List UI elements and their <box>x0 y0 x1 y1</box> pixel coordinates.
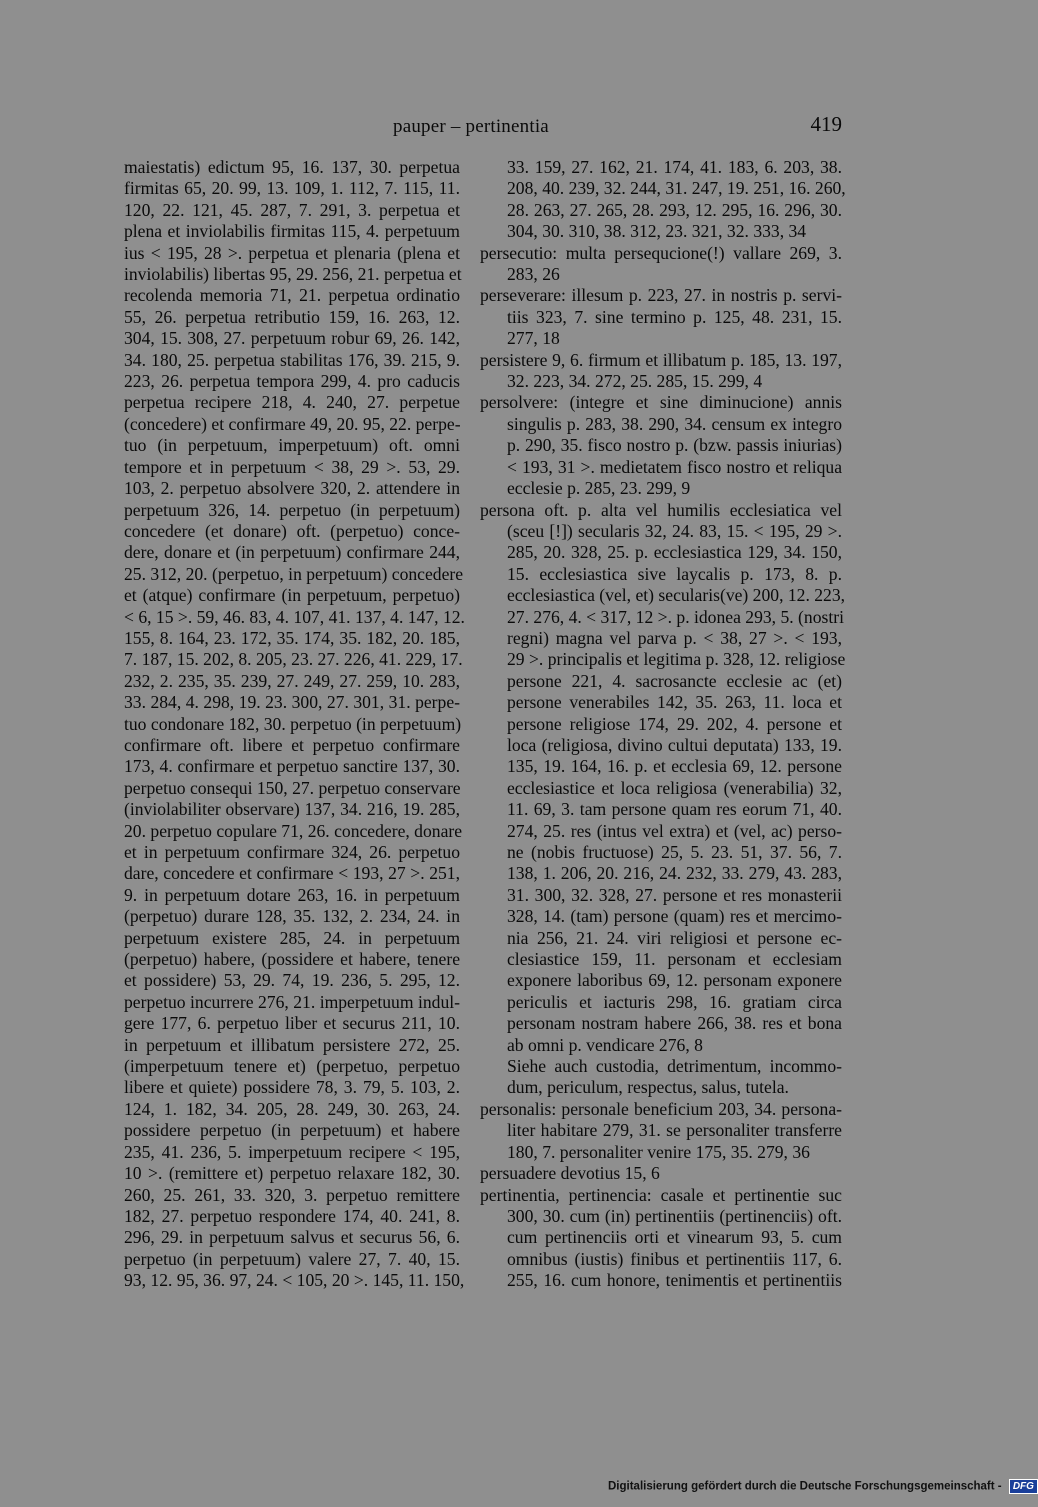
index-line: ecclesiastice et loca religiosa (venerabilia) 32, <box>507 777 842 798</box>
index-line: et (atque) confirmare (in perpetuum, perpetuo) <box>124 585 460 606</box>
index-line: clesiastice 159, 11. personam et ecclesiam <box>507 949 842 970</box>
index-line: 124, 1. 182, 34. 205, 28. 249, 30. 263, 24. <box>124 1098 460 1119</box>
index-line: (concedere) et confirmare 49, 20. 95, 22. perpe- <box>124 413 461 434</box>
index-line: 135, 19. 164, 16. p. et ecclesia 69, 12. persone <box>507 756 842 777</box>
index-line: 300, 30. cum (in) pertinentiis (pertinenciis) oft. <box>507 1205 842 1226</box>
index-line: 25. 312, 20. (perpetuo, in perpetuum) concedere <box>124 563 464 584</box>
index-line: 255, 16. cum honore, tenimentis et pertinentiis <box>507 1270 842 1291</box>
index-line: ecclesiastica (vel, et) secularis(ve) 200, 12. 223, <box>507 585 846 606</box>
footer-credit-text: Digitalisierung gefördert durch die Deutsche Forschungsgemeinschaft - <box>608 1480 1002 1493</box>
index-line: persecutio: multa persequcione(!) vallare 269, 3. <box>480 242 842 263</box>
index-line: 103, 2. perpetuo absolvere 320, 2. attendere in <box>124 478 460 499</box>
index-line: persona oft. p. alta vel humilis ecclesiatica vel <box>480 499 842 520</box>
index-line: tuo condonare 182, 30. perpetuo (in perpetuum) <box>124 713 462 734</box>
index-line: 180, 7. personaliter venire 175, 35. 279, 36 <box>507 1141 810 1162</box>
index-line: ecclesie p. 285, 23. 299, 9 <box>507 478 691 499</box>
index-line: 7. 187, 15. 202, 8. 205, 23. 27. 226, 41. 229, 17. <box>124 649 463 670</box>
index-line: 34. 180, 25. perpetua stabilitas 176, 39. 215, 9. <box>124 349 460 370</box>
index-line: persone 221, 4. sacrosancte ecclesie ac (et) <box>507 670 842 691</box>
index-line: omnibus (iustis) finibus et pertinentiis 117, 6. <box>507 1248 842 1269</box>
index-line: 274, 25. res (intus vel extra) et (vel, ac) perso- <box>507 820 842 841</box>
index-line: perpetuo consequi 150, 27. perpetuo conservare <box>124 777 461 798</box>
index-line: 182, 27. perpetuo respondere 174, 40. 241, 8. <box>124 1205 460 1226</box>
index-line: 9. in perpetuum dotare 263, 16. in perpetuum <box>124 884 460 905</box>
index-line: 283, 26 <box>507 264 560 285</box>
index-line: < 193, 31 >. medietatem fisco nostro et reliqua <box>507 456 842 477</box>
index-line: perpetuo incurrere 276, 21. imperpetuum indul- <box>124 991 460 1012</box>
index-line: 55, 26. perpetua retributio 159, 16. 263, 12. <box>124 306 460 327</box>
index-line: et possidere) 53, 29. 74, 19. 236, 5. 295, 12. <box>124 970 460 991</box>
index-line: 33. 284, 4. 298, 19. 23. 300, 27. 301, 31. perpe- <box>124 692 460 713</box>
index-line: tempore et in perpetuum < 38, 29 >. 53, 29. <box>124 456 460 477</box>
index-line: confirmare oft. libere et perpetuo confirmare <box>124 734 460 755</box>
index-line: periculis et iacturis 298, 16. gratiam circa <box>507 991 842 1012</box>
index-line: maiestatis) edictum 95, 16. 137, 30. perpetua <box>124 157 460 177</box>
index-line: 27. 276, 4. < 317, 12 >. p. idonea 293, 5. (nostri <box>507 606 844 627</box>
index-line: 10 >. (remittere et) perpetuo relaxare 182, 30. <box>124 1163 460 1184</box>
index-line: 31. 300, 32. 328, 27. persone et res monasterii <box>507 884 842 905</box>
index-line: 304, 30. 310, 38. 312, 23. 321, 32. 333, 34 <box>507 221 807 242</box>
running-title: pauper – pertinentia <box>393 116 549 137</box>
index-line: personam nostram habere 266, 38. res et bona <box>507 1013 842 1034</box>
index-line: 173, 4. confirmare et perpetuo sanctire 137, 30. <box>124 756 460 777</box>
index-line: ab omni p. vendicare 276, 8 <box>507 1034 703 1055</box>
index-line: ne (nobis fructuose) 25, 5. 23. 51, 37. 56, 7. <box>507 842 842 862</box>
index-line: persistere 9, 6. firmum et illibatum p. 185, 13. 197, <box>480 349 842 370</box>
index-line: 20. perpetuo copulare 71, 26. concedere, donare <box>124 820 463 841</box>
index-line: 304, 15. 308, 27. perpetuum robur 69, 26. 142, <box>124 328 460 349</box>
index-line: (sceu [!]) secularis 32, 24. 83, 15. < 195, 29 >. <box>507 520 842 541</box>
index-line: pertinentia, pertinencia: casale et pertinentie suc <box>480 1184 842 1205</box>
index-line: 155, 8. 164, 23. 172, 35. 174, 35. 182, 20. 185, <box>124 627 460 648</box>
index-line: 277, 18 <box>507 328 560 349</box>
index-line: 223, 26. perpetua tempora 299, 4. pro caducis <box>124 371 460 392</box>
index-line: 28. 263, 27. 265, 28. 293, 12. 295, 16. 296, 30. <box>507 199 842 220</box>
index-line: 33. 159, 27. 162, 21. 174, 41. 183, 6. 203, 38. <box>507 157 842 177</box>
index-line: plena et inviolabilis firmitas 115, 4. perpetuum <box>124 221 460 242</box>
index-line: 328, 14. (tam) persone (quam) res et mercimo- <box>507 906 842 927</box>
index-column-left <box>124 157 465 1292</box>
index-line: perpetua recipere 218, 4. 240, 27. perpetue <box>124 392 460 413</box>
dfg-logo-icon: DFG <box>1009 1479 1038 1494</box>
index-line: firmitas 65, 20. 99, 13. 109, 1. 112, 7. 115, 11. <box>124 178 460 199</box>
index-line: dum, periculum, respectus, salus, tutela. <box>507 1077 789 1098</box>
index-line: 120, 22. 121, 45. 287, 7. 291, 3. perpetua et <box>124 199 460 220</box>
index-line: et in perpetuum confirmare 324, 26. perpetuo <box>124 842 460 862</box>
index-line: dere, donare et (in perpetuum) confirmare 244, <box>124 542 460 563</box>
index-line: 11. 69, 3. tam persone quam res eorum 71, 40. <box>507 799 842 820</box>
footer-credit <box>608 1479 1038 1494</box>
index-line: perpetuum existere 285, 24. in perpetuum <box>124 927 460 948</box>
index-line: 32. 223, 34. 272, 25. 285, 15. 299, 4 <box>507 371 763 392</box>
index-line: persone religiose 174, 29. 202, 4. persone et <box>507 713 842 734</box>
index-line: concedere (et donare) oft. (perpetuo) conce- <box>124 520 460 541</box>
index-line: p. 290, 35. fisco nostro p. (bzw. passis iniurias) <box>507 435 842 456</box>
index-line: persone venerabiles 142, 35. 263, 11. loca et <box>507 692 842 713</box>
page-number: 419 <box>810 112 842 136</box>
index-line: (inviolabiliter observare) 137, 34. 216, 19. 285, <box>124 799 460 820</box>
index-line: (perpetuo) durare 128, 35. 132, 2. 234, 24. in <box>124 906 460 927</box>
index-line: regni) magna vel parva p. < 38, 27 >. < 193, <box>507 627 842 648</box>
index-line: perseverare: illesum p. 223, 27. in nostris p. servi- <box>480 285 842 306</box>
index-line: 235, 41. 236, 5. imperpetuum recipere < 195, <box>124 1141 460 1162</box>
index-line: loca (religiosa, divino cultui deputata) 133, 19. <box>507 734 842 755</box>
index-line: exponere laboribus 69, 12. personam exponere <box>507 970 842 991</box>
index-line: (perpetuo) habere, (possidere et habere, tenere <box>124 949 460 970</box>
index-line: 285, 20. 328, 25. p. ecclesiastica 129, 34. 150, <box>507 542 842 563</box>
index-line: tiis 323, 7. sine termino p. 125, 48. 231, 15. <box>507 306 842 327</box>
index-line: in perpetuum et illibatum persistere 272, 25. <box>124 1034 460 1055</box>
index-line: 208, 40. 239, 32. 244, 31. 247, 19. 251, 16. 260, <box>507 178 846 199</box>
index-line: nia 256, 21. 24. viri religiosi et persone ec- <box>507 927 842 948</box>
index-line: 93, 12. 95, 36. 97, 24. < 105, 20 >. 145, 11. 150, <box>124 1270 465 1291</box>
index-line: < 6, 15 >. 59, 46. 83, 4. 107, 41. 137, 4. 147, 12. <box>124 606 465 627</box>
index-line: 296, 29. in perpetuum salvus et securus 56, 6. <box>124 1227 460 1248</box>
index-line: dare, concedere et confirmare < 193, 27 >. 251, <box>124 863 460 884</box>
index-line: possidere perpetuo (in perpetuum) et habere <box>124 1120 460 1141</box>
index-line: liter habitare 279, 31. se personaliter transferre <box>507 1120 842 1141</box>
index-line: personalis: personale beneficium 203, 34. persona- <box>480 1098 842 1119</box>
index-line: perpetuo (in perpetuum) valere 27, 7. 40, 15. <box>124 1248 460 1269</box>
index-line: 29 >. principalis et legitima p. 328, 12. religiose <box>507 649 846 670</box>
index-line: 260, 25. 261, 33. 320, 3. perpetuo remittere <box>124 1184 460 1205</box>
index-line: persolvere: (integre et sine diminucione) annis <box>480 392 842 413</box>
index-line: tuo (in perpetuum, imperpetuum) oft. omni <box>124 435 460 456</box>
index-line: perpetuum 326, 14. perpetuo (in perpetuum) <box>124 499 460 520</box>
index-line: cum pertinenciis orti et vinearum 93, 5. cum <box>507 1227 842 1248</box>
index-line: gere 177, 6. perpetuo liber et securus 211, 10. <box>124 1013 460 1034</box>
index-line: recolenda memoria 71, 21. perpetua ordinatio <box>124 285 460 306</box>
index-line: ius < 195, 28 >. perpetua et plenaria (plena et <box>124 242 460 263</box>
index-line: Siehe auch custodia, detrimentum, incommo- <box>507 1056 842 1077</box>
index-line: 15. ecclesiastica sive laycalis p. 173, 8. p. <box>507 563 842 584</box>
index-line: 232, 2. 235, 35. 239, 27. 249, 27. 259, 10. 283, <box>124 670 460 691</box>
index-column-right <box>480 157 846 1292</box>
index-line: (imperpetuum tenere et) (perpetuo, perpetuo <box>124 1056 460 1077</box>
index-line: inviolabilis) libertas 95, 29. 256, 21. perpetua et <box>124 264 462 285</box>
index-line: libere et quiete) possidere 78, 3. 79, 5. 103, 2. <box>124 1077 460 1098</box>
index-line: 138, 1. 206, 20. 216, 24. 232, 33. 279, 43. 283, <box>507 863 842 884</box>
index-line: singulis p. 283, 38. 290, 34. censum ex integro <box>507 413 842 434</box>
page-header <box>0 112 1000 142</box>
index-line: persuadere devotius 15, 6 <box>480 1163 660 1184</box>
